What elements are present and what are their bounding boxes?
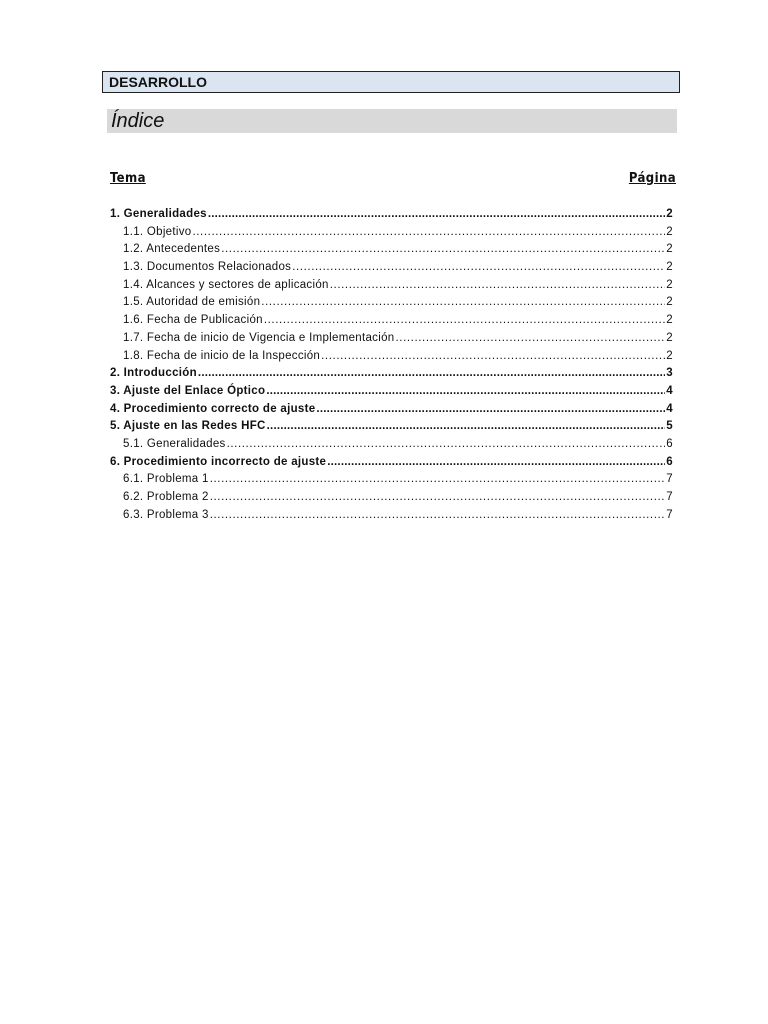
toc-entry-label: 1.5. Autoridad de emisión — [123, 296, 261, 309]
toc-entry-page: 2 — [666, 208, 673, 220]
table-of-contents — [110, 206, 673, 524]
toc-entry[interactable] — [110, 330, 673, 348]
toc-dot-leader — [292, 259, 665, 277]
toc-header-page: Página — [628, 171, 676, 186]
toc-dot-leader — [266, 383, 665, 401]
toc-entry[interactable] — [110, 489, 673, 507]
toc-dot-leader — [208, 206, 665, 224]
toc-entry-page: 2 — [666, 296, 673, 309]
toc-entry-label: 6.2. Problema 2 — [123, 491, 209, 503]
toc-dot-leader — [321, 348, 665, 366]
section-header: DESARROLLO — [102, 71, 680, 93]
toc-entry-page: 2 — [666, 243, 673, 256]
toc-entry-label: 1.7. Fecha de inicio de Vigencia e Implementación — [123, 331, 395, 344]
toc-entry-label: 2. Introducción — [110, 367, 197, 380]
toc-entry-label: 1.4. Alcances y sectores de aplicación — [123, 278, 329, 291]
toc-dot-leader — [316, 401, 665, 419]
toc-entry-page: 2 — [666, 314, 673, 327]
toc-entry[interactable] — [110, 418, 673, 436]
toc-entry[interactable] — [110, 401, 673, 419]
toc-entry[interactable] — [110, 348, 673, 366]
toc-entry-page: 3 — [666, 367, 673, 380]
toc-entry[interactable] — [110, 312, 673, 330]
toc-entry-page: 2 — [666, 349, 673, 362]
toc-entry-page: 4 — [666, 402, 673, 415]
toc-dot-leader — [330, 277, 666, 295]
toc-entry-label: 1.6. Fecha de Publicación — [123, 314, 263, 327]
toc-entry-label: 5. Ajuste en las Redes HFC — [110, 420, 266, 433]
toc-entry-page: 2 — [666, 225, 673, 238]
toc-entry[interactable] — [110, 259, 673, 277]
toc-dot-leader — [395, 330, 665, 348]
toc-entry[interactable] — [110, 383, 673, 401]
toc-entry[interactable] — [110, 294, 673, 312]
toc-entry-label: 6.3. Problema 3 — [123, 508, 209, 521]
toc-entry-label: 1.2. Antecedentes — [123, 243, 221, 256]
toc-entry[interactable] — [110, 365, 673, 383]
toc-dot-leader — [210, 489, 666, 507]
toc-entry-page: 4 — [666, 384, 673, 397]
toc-entry-page: 7 — [666, 508, 673, 521]
toc-entry-label: 1. Generalidades — [110, 208, 207, 220]
toc-entry-label: 5.1. Generalidades — [123, 437, 226, 450]
toc-entry[interactable] — [110, 507, 673, 525]
toc-header — [110, 171, 676, 186]
toc-entry-page: 7 — [666, 473, 673, 486]
toc-dot-leader — [198, 365, 665, 383]
toc-entry-page: 5 — [666, 420, 673, 433]
toc-entry-label: 4. Procedimiento correcto de ajuste — [110, 402, 316, 415]
toc-entry[interactable] — [110, 277, 673, 295]
toc-entry[interactable] — [110, 471, 673, 489]
toc-entry-label: 1.8. Fecha de inicio de la Inspección — [123, 349, 321, 362]
toc-dot-leader — [264, 312, 665, 330]
toc-entry-page: 2 — [666, 331, 673, 344]
toc-header-topic: Tema — [110, 171, 146, 186]
toc-entry-label: 1.1. Objetivo — [123, 225, 192, 238]
toc-entry-label: 6.1. Problema 1 — [123, 473, 209, 486]
toc-entry[interactable] — [110, 241, 673, 259]
toc-entry-page: 2 — [666, 278, 673, 291]
toc-entry-page: 2 — [666, 261, 673, 274]
toc-dot-leader — [210, 471, 666, 489]
toc-entry[interactable] — [110, 206, 673, 224]
toc-dot-leader — [210, 507, 666, 525]
toc-dot-leader — [261, 294, 665, 312]
toc-entry-label: 1.3. Documentos Relacionados — [123, 261, 292, 274]
toc-entry-page: 6 — [666, 437, 673, 450]
toc-entry[interactable] — [110, 454, 673, 472]
toc-dot-leader — [327, 454, 665, 472]
toc-entry-label: 3. Ajuste del Enlace Óptico — [110, 384, 266, 397]
toc-dot-leader — [227, 436, 666, 454]
toc-entry-label: 6. Procedimiento incorrecto de ajuste — [110, 455, 327, 468]
toc-entry[interactable] — [110, 436, 673, 454]
toc-dot-leader — [267, 418, 666, 436]
toc-dot-leader — [221, 241, 665, 259]
toc-entry[interactable] — [110, 224, 673, 242]
toc-dot-leader — [192, 224, 665, 242]
toc-entry-page: 7 — [666, 491, 673, 503]
index-title: Índice — [107, 109, 677, 133]
toc-entry-page: 6 — [666, 455, 673, 468]
